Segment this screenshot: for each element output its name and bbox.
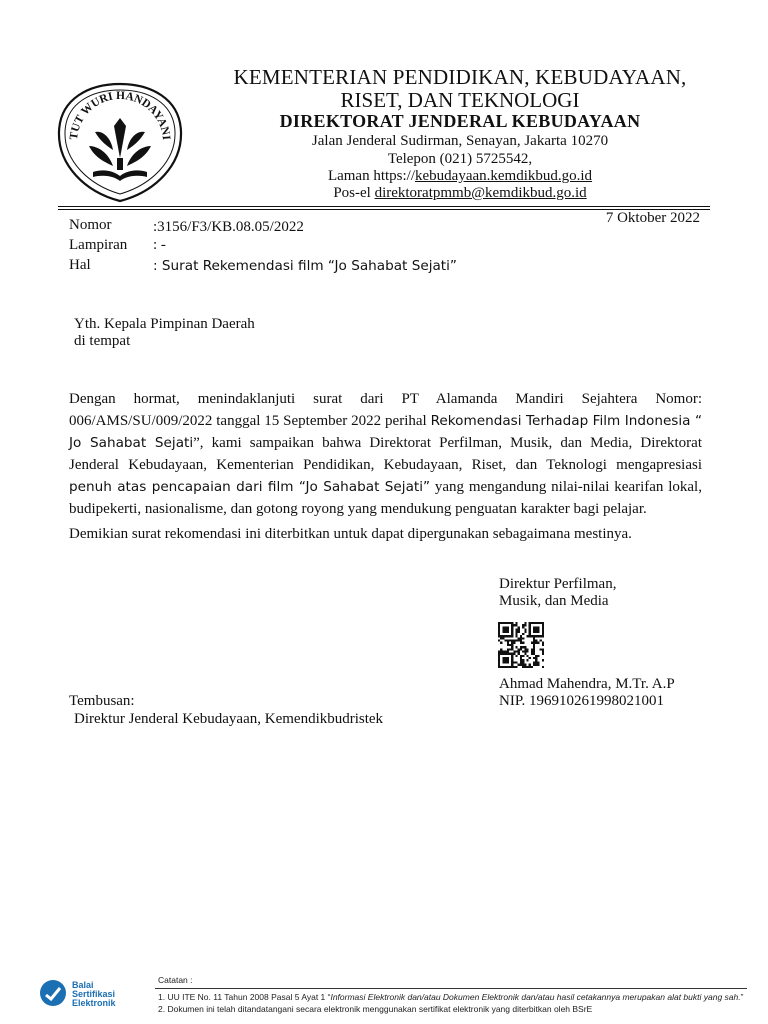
closing-sentence: Demikian surat rekomendasi ini diterbitkan untuk dapat dipergunakan sebagaimana mestinya. bbox=[69, 526, 632, 542]
note-text: ” bbox=[740, 992, 744, 1002]
signatory-nip: NIP. 196910261998021001 bbox=[499, 693, 665, 709]
bse-logo-icon bbox=[38, 978, 68, 1008]
website-line bbox=[190, 168, 730, 185]
signatory-title-line2: Musik, dan Media bbox=[499, 593, 609, 609]
recipient-line1: Yth. Kepala Pimpinan Daerah bbox=[74, 316, 255, 332]
body-line: budipekerti, nasionalisme, dan gotong royong yang mendukung penguatan karakter bagi pelajar. bbox=[69, 501, 647, 517]
directorate-name: DIREKTORAT JENDERAL KEBUDAYAAN bbox=[279, 111, 641, 131]
phone: Telepon (021) 5725542, bbox=[387, 151, 533, 167]
cc-item: Direktur Jenderal Kebudayaan, Kemendikbudristek bbox=[74, 711, 384, 727]
body-text: Rekomendasi Terhadap Film Indonesia “ bbox=[430, 413, 702, 429]
bse-label-line1: Balai bbox=[72, 980, 94, 990]
body-paragraph bbox=[69, 388, 702, 520]
ministry-name-line2: RISET, DAN TEKNOLOGI bbox=[340, 88, 580, 112]
note-text-italic: Informasi Elektronik dan/atau Dokumen Elektronik dan/atau hasil cetakannya merupakan alat bukti yang sah. bbox=[330, 992, 741, 1002]
body-text: penuh atas pencapaian dari film “Jo Sahabat Sejati” bbox=[69, 479, 431, 495]
recipient-line2: di tempat bbox=[74, 333, 131, 349]
body-line: Jenderal Kebudayaan, Kementerian Pendidikan, Kebudayaan, Riset, dan Teknologi mengapresiasi bbox=[69, 457, 702, 473]
notes-label: Catatan : bbox=[158, 975, 193, 985]
website-label: Laman https:// bbox=[327, 168, 416, 184]
body-text: 006/AMS/SU/009/2022 tanggal 15 September 2022 perihal bbox=[69, 413, 431, 429]
tut-wuri-handayani-logo bbox=[55, 80, 185, 205]
qr-code-signature bbox=[498, 622, 544, 668]
letter-date: 7 Oktober 2022 bbox=[605, 210, 700, 226]
hal-value: : Surat Rekemendasi film “Jo Sahabat Sejati” bbox=[153, 258, 457, 274]
address: Jalan Jenderal Sudirman, Senayan, Jakarta 10270 bbox=[311, 133, 609, 149]
ministry-name-line1: KEMENTERIAN PENDIDIKAN, KEBUDAYAAN, bbox=[233, 65, 687, 89]
email-label: Pos-el bbox=[333, 185, 375, 201]
email-link[interactable]: direktoratpmmb@kemdikbud.go.id bbox=[374, 185, 587, 201]
lampiran-value: : - bbox=[153, 237, 166, 253]
svg-text:TUT WURI HANDAYANI: TUT WURI HANDAYANI bbox=[67, 89, 172, 141]
email-line bbox=[190, 185, 730, 202]
note-1 bbox=[158, 992, 743, 1002]
nomor-value: :3156/F3/KB.08.05/2022 bbox=[153, 219, 304, 235]
notes-divider bbox=[155, 988, 747, 989]
body-text: yang mengandung nilai-nilai kearifan lokal, bbox=[430, 479, 702, 495]
cc-label: Tembusan: bbox=[69, 693, 135, 709]
note-2: 2. Dokumen ini telah ditandatangani secara elektronik menggunakan sertifikat elektronik yang diterbitkan oleh BSrE bbox=[158, 1004, 593, 1014]
signatory-name: Ahmad Mahendra, M.Tr. A.P bbox=[499, 676, 675, 692]
letterhead-divider bbox=[58, 206, 710, 207]
body-line bbox=[69, 410, 702, 432]
body-line: Dengan hormat, menindaklanjuti surat dari PT Alamanda Mandiri Sejahtera Nomor: bbox=[69, 391, 702, 407]
signatory-title-line1: Direktur Perfilman, bbox=[499, 576, 617, 592]
note-text: 1. UU ITE No. 11 Tahun 2008 Pasal 5 Ayat 1 “ bbox=[158, 992, 331, 1002]
lampiran-label: Lampiran bbox=[69, 237, 128, 253]
bse-label-line3: Elektronik bbox=[72, 998, 116, 1008]
hal-label: Hal bbox=[69, 257, 91, 273]
body-line bbox=[69, 432, 702, 454]
body-text: ”, kami sampaikan bahwa Direktorat Perfilman, Musik, dan Media, Direktorat bbox=[193, 435, 702, 451]
body-text: Jo Sahabat Sejati bbox=[69, 435, 194, 451]
nomor-label: Nomor bbox=[69, 217, 112, 233]
bse-label-line2: Sertifikasi bbox=[72, 989, 116, 999]
website-link[interactable]: kebudayaan.kemdikbud.go.id bbox=[415, 168, 593, 184]
body-line bbox=[69, 476, 702, 498]
